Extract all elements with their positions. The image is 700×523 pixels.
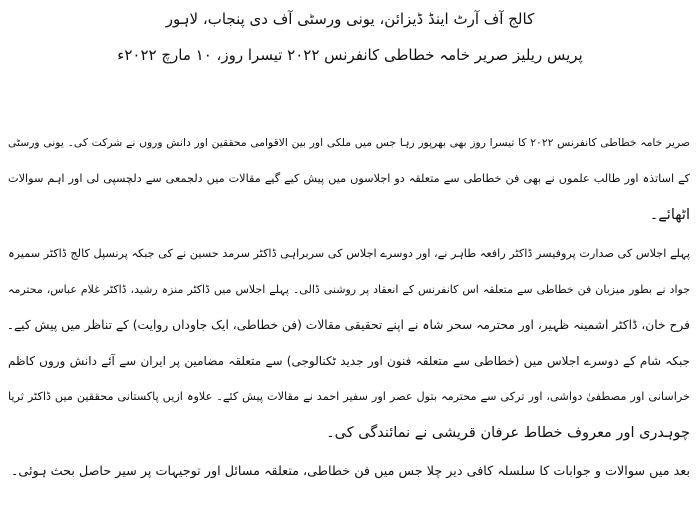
body-line-2: کے اساتذہ اور طالب علموں نے بھی فن خطاطی سے متعلقہ دو اجلاسوں میں پیش کیے گیے مقالات میں دلجمعی سے دلچسپی لی اور اہم سوالات bbox=[8, 172, 690, 185]
body-line-10: بعد میں سوالات و جوابات کا سلسلہ کافی دیر چلا جس میں فن خطاطی، متعلقہ مسائل اور توجیہات پر سیر حاصل بحث ہوئی۔ bbox=[10, 464, 690, 479]
body-line-1: صریر خامہ خطاطی کانفرنس ۲۰۲۲ کا تیسرا روز بھی بھرپور رہا جس میں ملکی اور بین الاقوامی محققین اور دانش وروں نے شرکت کی۔ یونی ورسٹی bbox=[8, 136, 690, 149]
body-line-5: جواد نے بطور میزبان فن خطاطی سے متعلقہ اس کانفرنس کے انعقاد پر روشنی ڈالی۔ پہلے اجلاس میں ڈاکٹر منزہ رشید، ڈاکٹر غلام عباس، محترمہ bbox=[8, 283, 690, 296]
body-line-6: فرح خان، ڈاکٹر اشمینہ ظہیر، اور محترمہ سحر شاہ نے اپنے تحقیقی مقالات (فن خطاطی، ایک جاوداں روایت) کے تناظر میں پیش کیے۔ bbox=[6, 318, 690, 332]
header-institution: کالج آف آرٹ اینڈ ڈیزائن، یونی ورسٹی آف دی پنجاب، لاہور bbox=[165, 10, 535, 28]
body-line-4: پہلے اجلاس کی صدارت پروفیسر ڈاکٹر رافعہ طاہر نے، اور دوسرے اجلاس کی سربراہی ڈاکٹر سرمد حسین نے کی جبکہ پرنسپل کالج ڈاکٹر سمیرہ bbox=[8, 247, 690, 260]
body-line-7: جبکہ شام کے دوسرے اجلاس میں (خطاطی سے متعلقہ فنون اور جدید ٹکنالوجی) سے متعلقہ مضامین پر ایران سے آئے دانش وروں کاظم bbox=[8, 354, 690, 368]
body-line-9: چوہدری اور معروف خطاط عرفان قریشی نے نمائندگی کی۔ bbox=[326, 425, 690, 441]
body-line-3: اٹھائے۔ bbox=[649, 207, 690, 223]
header-press-release-title: پریس ریلیز صریر خامہ خطاطی کانفرنس ۲۰۲۲ تیسرا روز، ۱۰ مارچ ۲۰۲۲ء bbox=[117, 46, 583, 64]
body-line-8: خراسانی اور مصطفیٰ دواشی، اور ترکی سے محترمہ بتول عصر اور سفیر احمد نے مقالات پیش کئے۔ علاوہ ازیں پاکستانی محققین میں ڈاکٹر ثریا bbox=[8, 390, 690, 403]
